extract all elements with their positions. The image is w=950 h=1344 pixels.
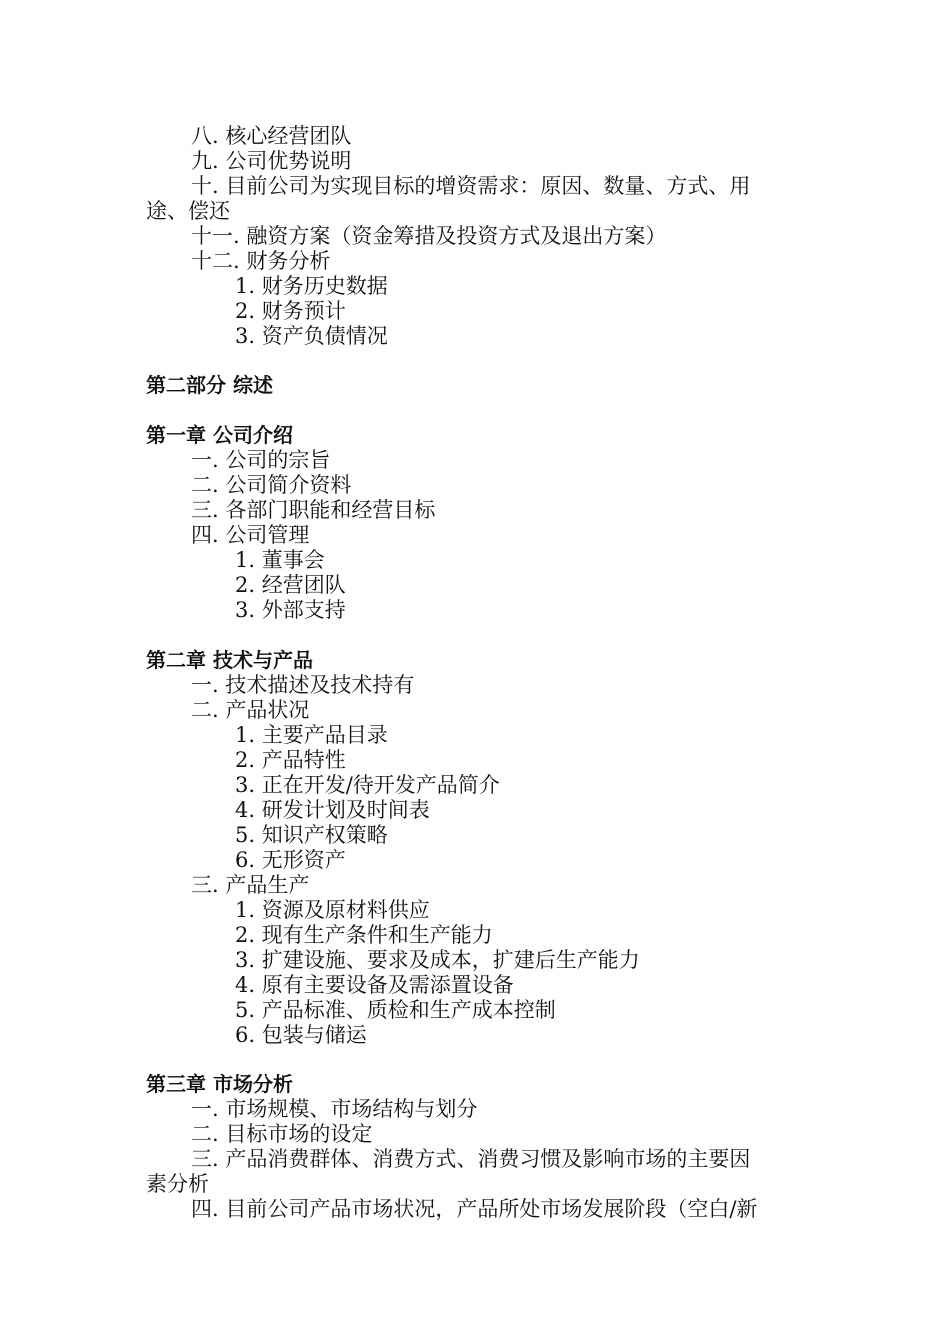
chapter-item: 三. 产品消费群体、消费方式、消费习惯及影响市场的主要因: [191, 1147, 751, 1171]
chapter-item: 三. 各部门职能和经营目标: [191, 498, 436, 522]
chapter-title-1: 第一章 公司介绍: [146, 423, 293, 447]
chapter-item: 二. 目标市场的设定: [191, 1122, 373, 1146]
toc-item-9: 九. 公司优势说明: [191, 149, 352, 173]
chapter-subitem: 3. 外部支持: [235, 598, 346, 622]
chapter-item: 二. 产品状况: [191, 698, 310, 722]
chapter-subitem: 2. 产品特性: [235, 748, 346, 772]
toc-item-10-cont: 途、偿还: [146, 199, 230, 223]
chapter-item: 三. 产品生产: [191, 873, 310, 897]
chapter-subitem: 6. 包装与储运: [235, 1023, 367, 1047]
chapter-item-cont: 素分析: [146, 1172, 209, 1196]
chapter-subitem: 1. 主要产品目录: [235, 723, 388, 747]
chapter-title-3: 第三章 市场分析: [146, 1072, 293, 1096]
chapter-subitem: 2. 经营团队: [235, 573, 346, 597]
toc-subitem: 3. 资产负债情况: [235, 324, 388, 348]
chapter-title-2: 第二章 技术与产品: [146, 648, 313, 672]
chapter-subitem: 1. 资源及原材料供应: [235, 898, 430, 922]
chapter-subitem: 5. 产品标准、质检和生产成本控制: [235, 998, 556, 1022]
chapter-subitem: 2. 现有生产条件和生产能力: [235, 923, 493, 947]
part-title: 第二部分 综述: [146, 373, 273, 397]
chapter-item: 二. 公司简介资料: [191, 473, 352, 497]
chapter-item: 一. 技术描述及技术持有: [191, 673, 415, 697]
chapter-item: 四. 公司管理: [191, 523, 310, 547]
toc-subitem: 1. 财务历史数据: [235, 274, 388, 298]
toc-item-12: 十二. 财务分析: [191, 249, 331, 273]
chapter-item: 一. 公司的宗旨: [191, 448, 331, 472]
toc-item-10: 十. 目前公司为实现目标的增资需求：原因、数量、方式、用: [191, 174, 751, 198]
chapter-subitem: 3. 扩建设施、要求及成本，扩建后生产能力: [235, 948, 640, 972]
toc-item-8: 八. 核心经营团队: [191, 124, 352, 148]
chapter-subitem: 6. 无形资产: [235, 848, 346, 872]
chapter-item: 四. 目前公司产品市场状况，产品所处市场发展阶段（空白/新: [191, 1197, 758, 1221]
toc-item-11: 十一. 融资方案（资金筹措及投资方式及退出方案）: [191, 224, 667, 248]
chapter-subitem: 1. 董事会: [235, 548, 325, 572]
chapter-item: 一. 市场规模、市场结构与划分: [191, 1097, 478, 1121]
chapter-subitem: 4. 原有主要设备及需添置设备: [235, 973, 514, 997]
toc-subitem: 2. 财务预计: [235, 299, 346, 323]
chapter-subitem: 4. 研发计划及时间表: [235, 798, 430, 822]
chapter-subitem: 5. 知识产权策略: [235, 823, 388, 847]
chapter-subitem: 3. 正在开发/待开发产品简介: [235, 773, 500, 797]
